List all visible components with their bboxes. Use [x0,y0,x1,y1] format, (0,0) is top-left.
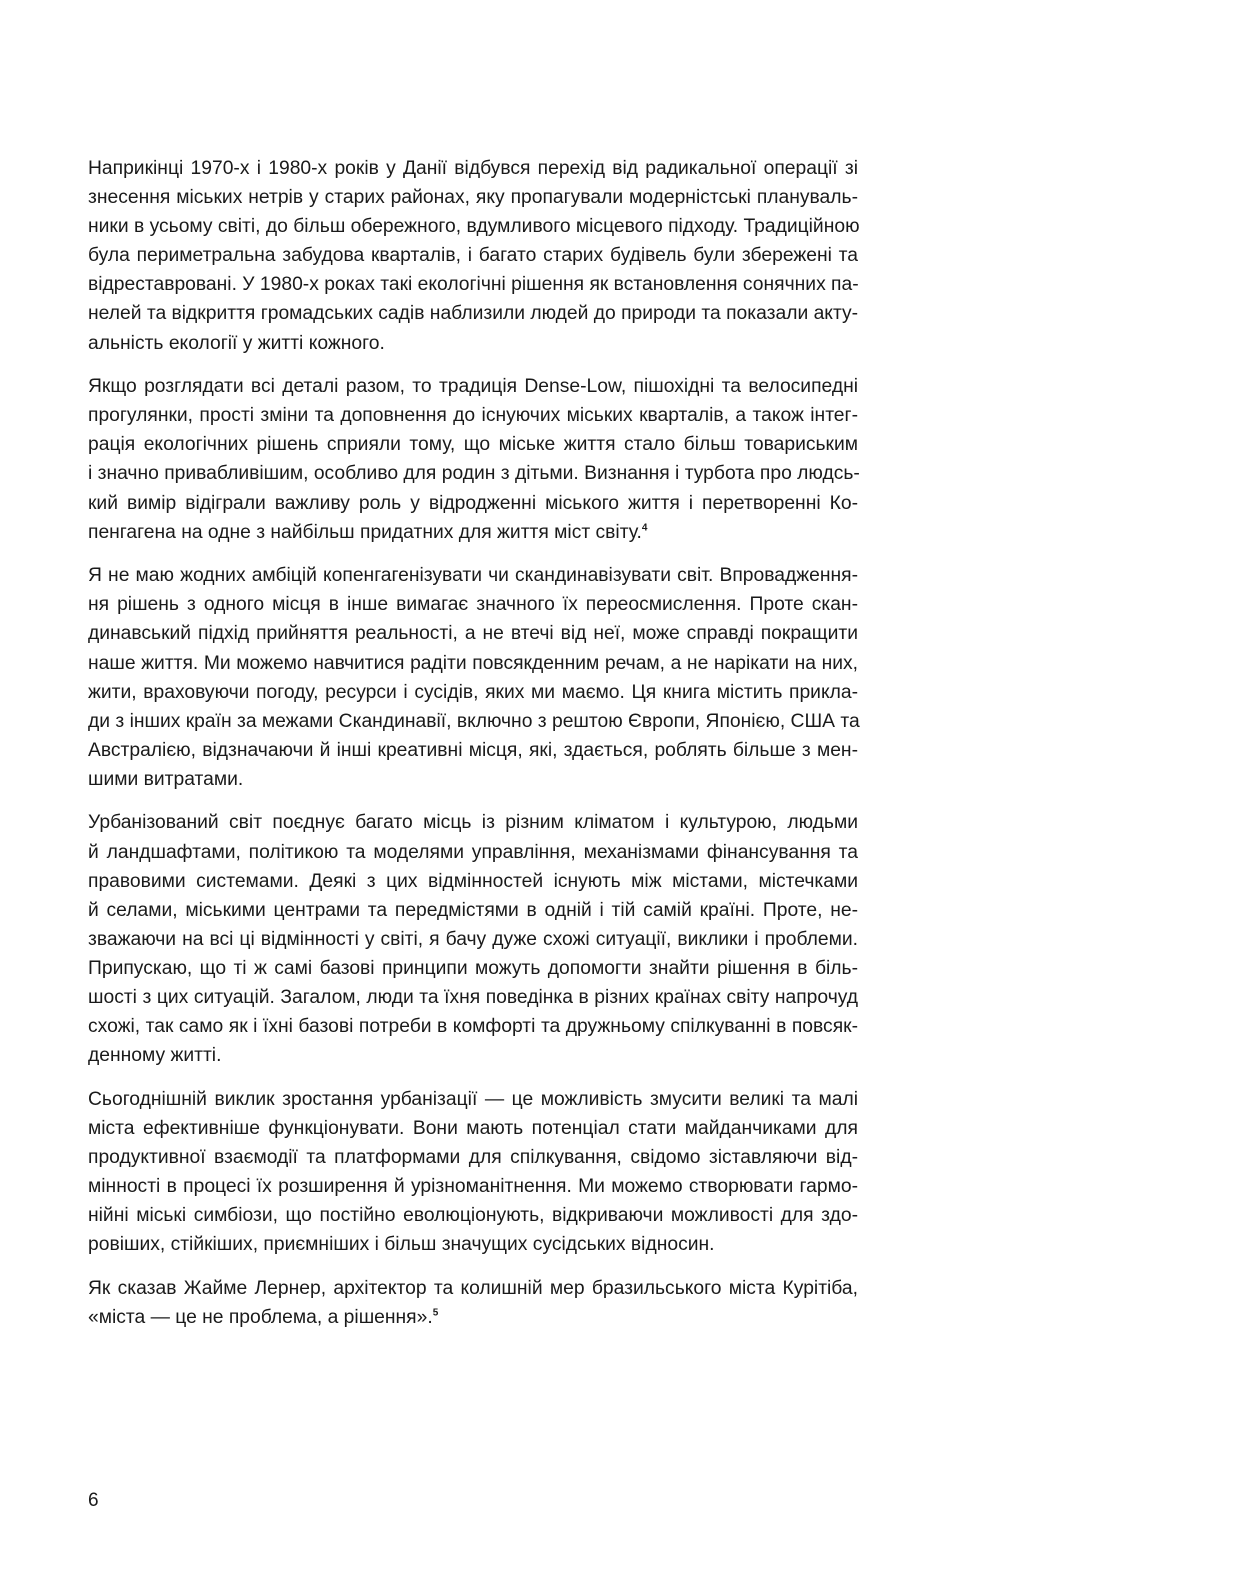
text-line: рація екологічних рішень сприяли тому, що міське життя стало більш товариським [88,434,858,456]
text-line: схожі, так само як і їхні базові потреби в комфорті та дружньому спілкуванні в повсяк- [88,1016,858,1038]
page-number: 6 [88,1490,99,1511]
text-line: жити, враховуючи погоду, ресурси і сусідів, яких ми маємо. Ця книга містить прикла- [88,681,858,703]
text-line: Якщо розглядати всі деталі разом, то традиція Dense-Low, пішохідні та велосипедні [88,376,858,398]
body-text [88,154,858,1332]
text-line: динавський підхід прийняття реальності, а не втечі від неї, може справді покращити [88,623,858,645]
paragraph-3 [88,561,858,794]
text-line: наше життя. Ми можемо навчитися радіти повсякденним речам, а не нарікати на них, [88,652,858,674]
text-line [88,1303,858,1332]
text-line: кий вимір відіграли важливу роль у відродженні міського життя і перетворенні Ко- [88,492,858,514]
text-line: була периметральна забудова кварталів, і багато старих будівель були збережені та [88,245,858,267]
paragraph-5 [88,1085,858,1260]
footnote-marker[interactable]: 4 [641,522,648,534]
text-line: денному житті. [88,1045,222,1067]
text-line: ня рішень з одного місця в інше вимагає значного їх переосмислення. Проте скан- [88,594,858,616]
text-line: міста ефективніше функціонувати. Вони мають потенціал стати майданчиками для [88,1117,858,1139]
text-line: Я не маю жодних амбіцій копенгагенізувати чи скандинавізувати світ. Впровадження- [88,565,858,587]
text-line-content: «міста — це не проблема, а рішення». [88,1306,433,1328]
paragraph-6 [88,1274,858,1332]
text-line: шими витратами. [88,768,244,790]
text-line-content: пенгагена на одне з найбільш придатних для життя міст світу. [88,521,642,543]
paragraph-1 [88,154,858,358]
text-line: знесення міських нетрів у старих районах, яку пропагували модерністські плануваль- [88,187,858,209]
text-line: мінності в процесі їх розширення й урізноманітнення. Ми можемо створювати гармо- [88,1176,858,1198]
paragraph-4 [88,808,858,1070]
text-line: прогулянки, прості зміни та доповнення до існуючих міських кварталів, а також інтег- [88,405,858,427]
text-line [88,518,858,547]
text-line: Австралією, відзначаючи й інші креативні місця, які, здається, роблять більше з мен- [88,739,858,761]
text-line: ди з інших країн за межами Скандинавії, включно з рештою Європи, Японією, США та [88,710,860,732]
text-line: Наприкінці 1970-х і 1980-х років у Данії відбувся перехід від радикальної операції зі [88,158,858,179]
text-line: Припускаю, що ті ж самі базові принципи можуть допомогти знайти рішення в біль- [88,957,858,979]
text-line: правовими системами. Деякі з цих відмінностей існують між містами, містечками [88,870,858,892]
text-line: ровіших, стійкіших, приємніших і більш значущих сусідських відносин. [88,1234,715,1256]
text-line: Як сказав Жайме Лернер, архітектор та колишній мер бразильського міста Курітіба, [88,1277,858,1299]
text-line: нійні міські симбіози, що постійно еволюціонують, відкриваючи можливості для здо- [88,1205,858,1227]
text-line: відреставровані. У 1980-х роках такі екологічні рішення як встановлення сонячних па- [88,274,859,296]
text-line: шості з цих ситуацій. Загалом, люди та їхня поведінка в різних країнах світу напрочуд [88,987,858,1009]
text-line: продуктивної взаємодії та платформами для спілкування, свідомо зіставляючи від- [88,1147,858,1168]
text-line: нелей та відкриття громадських садів наблизили людей до природи та показали акту- [88,303,859,325]
text-line: Сьогоднішній виклик зростання урбанізації — це можливість змусити великі та малі [88,1088,858,1110]
text-line: й ландшафтами, політикою та моделями управління, механізмами фінансування та [88,841,858,863]
text-line: зважаючи на всі ці відмінності у світі, я бачу дуже схожі ситуації, виклики і проблеми. [88,928,858,950]
text-line: Урбанізований світ поєднує багато місць із різним кліматом і культурою, людьми [88,812,858,834]
footnote-marker[interactable]: 5 [432,1307,439,1319]
text-line: й селами, міськими центрами та передмістями в одній і тій самій країні. Проте, не- [88,899,858,921]
text-line: альність екології у житті кожного. [88,332,385,354]
text-line: ники в усьому світі, до більш обережного, вдумливого місцевого підходу. Традиційною [88,216,860,238]
paragraph-2 [88,372,858,547]
text-line: і значно привабливішим, особливо для родин з дітьми. Визнання і турбота про людсь- [88,463,860,485]
